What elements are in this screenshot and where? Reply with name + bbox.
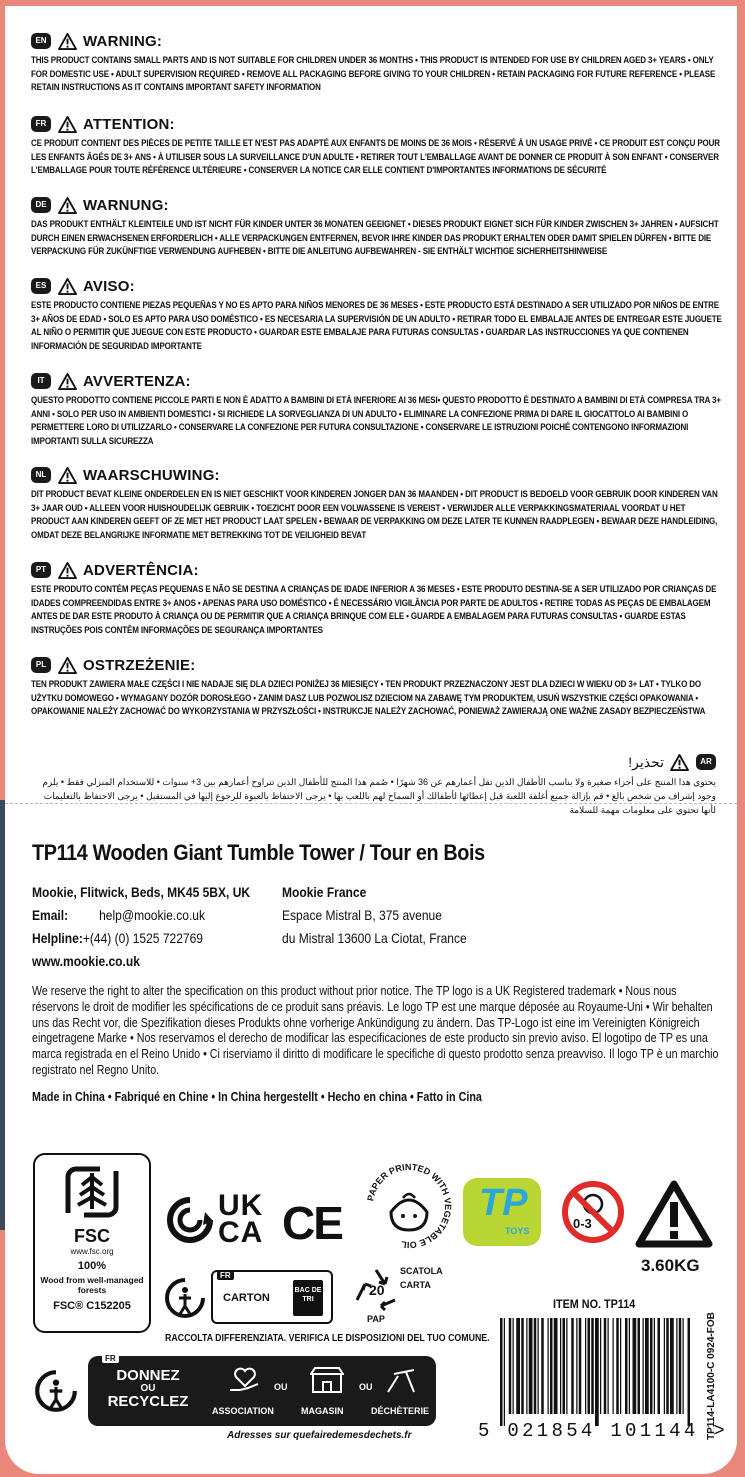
triman-fr: FR [217,1271,234,1280]
barcode-bar [679,1318,682,1414]
mobius-loop-icon [165,1195,215,1245]
fsc-desc: Wood from well-managed forests [40,1275,144,1295]
triman-icon [163,1276,207,1320]
lang-badge: FR [31,116,51,132]
waste-center-icon [384,1366,418,1394]
barcode-bar [500,1318,503,1426]
ou-1: OU [274,1382,288,1392]
tp-toys-logo [463,1178,541,1246]
barcode-bar [554,1318,558,1414]
age-warning-icon [561,1180,625,1244]
warning-triangle-icon [58,33,77,50]
barcode-bar [620,1318,621,1414]
warning-title: WAARSCHUWING: [83,466,220,484]
barcode-digits: 5 021854 101144 > [478,1420,728,1442]
warning-it [31,371,721,448]
tp-toys-text: TOYS [505,1226,530,1236]
ou-2: OU [359,1382,373,1392]
warning-text: DAS PRODUKT ENTHÄLT KLEINTEILE UND IST NICHT FÜR KINDER UNTER 36 MONATEN GEEIGNET • DIESES PRODUKT EIGNET SICH FÜR KINDER ZWISCHEN 3+ JAHREN • AUFSICHT DURCH EINEN ERWACHSENEN ERFORDERLICH • ALLE VERPACKUNGEN ENTFERNEN, BEVOR IHRE KINDER DAS PRODUKT ERHALTEN ODER DAMIT SPIELEN DÜRFEN • BITTE DIE VERPACKUNG FÜR ZUKÜNFTIGE VERWENDUNG AUFHEBEN • BITTE DIE ANLEITUNG AUFBEWAHREN - SIE ENTHÄLT WICHTIGE SICHERHEITSHINWEISE [31,219,719,257]
address-fr [282,881,467,950]
legal-notice: We reserve the right to alter the specification on this product without prior notice. The TP logo is a UK Registered trademark • Nous nous réservons le droit de modifier les spécifications de ce produit sans préavis. Le logo TP est une marque déposée au Royaume-Uni • Wir behalten uns das Recht vor, die Spezifikation dieses Produkts ohne vorherige Ankündigung zu ändern. Das TP-Logo ist eine im Vereinigten Königreich eingetragene Marke • Nos reservamos el derecho de modificar las especificaciones de este producto sin previo aviso. El logotipo de TP es una marca registrada en el Reino Unido • Ci riserviamo il diritto di modificare le specifiche di questo prodotto senza preavviso. Il logo TP è un marchio registrato nel Regno Unito. [32,984,719,1077]
barcode-bar [591,1318,594,1414]
lang-badge: ES [31,278,51,294]
barcode-bar [585,1318,586,1414]
barcode-bar [595,1318,599,1426]
barcode-bar [643,1318,644,1414]
barcode-bar [579,1318,582,1414]
barcode-bar [576,1318,577,1414]
lang-badge: PL [31,657,51,673]
top-band [5,0,737,6]
weight-label: 3.60KG [641,1256,700,1275]
barcode-bar [516,1318,520,1414]
warning-title: AVVERTENZA: [83,372,191,390]
donnez-l2: OU [140,1383,156,1394]
carton-label: CARTON [223,1292,270,1304]
made-in: Made in China • Fabriqué en Chine • In China hergestellt • Hecho en china • Fatto in Cina [32,1090,482,1104]
warning-text: ESTE PRODUCTO CONTIENE PIEZAS PEQUEÑAS Y NO ES APTO PARA NIÑOS MENORES DE 36 MESES • ESTE PRODUCTO ESTÁ DESTINADO A SER UTILIZADO POR NIÑOS DE ENTRE 3+ AÑOS DE EDAD • SOLO ES APTO PARA USO DOMÉSTICO • ES NECESARIA LA SUPERVISIÓN DE UN ADULTO • RETIRAR TODO EL EMBALAJE ANTES DE ENTREGAR ESTE JUGUETE AL NIÑO O PERMITIR QUE JUEGUE CON ESTE PRODUCTO • GUARDAR ESTE EMBALAJE PARA FUTURAS CONSULTAS • GUARDAR LAS INSTRUCCIONES YA QUE CONTIENEN INFORMACIÓN DE SEGURIDAD IMPORTANTE [31,300,722,351]
barcode-bar [625,1318,628,1414]
carta-label: CARTA [400,1280,431,1290]
ukca-bottom: CA [218,1216,264,1249]
barcode [500,1318,692,1426]
warning-pt [31,560,721,637]
helpline-number: +(44) (0) 1525 722769 [82,930,204,946]
warning-title: تحذير! [628,753,664,770]
barcode-bar [608,1318,609,1414]
donnez-recyclez-box [88,1356,436,1426]
vegetable-oil-text: PAPER PRINTED WITH VEGETABLE OIL [365,1161,454,1251]
address-fr-line2: Espace Mistral B, 375 avenue [282,907,442,923]
warning-triangle-icon [58,562,77,579]
warning-text: QUESTO PRODOTTO CONTIENE PICCOLE PARTI E NON È ADATTO A BAMBINI DI ETÀ INFERIORE AI 36 MESI• QUESTO PRODOTTO È DESTINATO A BAMBINI DI ETÀ COMPRESA TRA 3+ ANNI • SOLO PER USO IN AMBIENTI DOMESTICI • SI RICHIEDE LA SORVEGLIANZA DI UN ADULTO • ELIMINARE LA CONFEZIONE PRIMA DI DARE IL GIOCATTOLO AI BAMBINI O PERMETTERE LORO DI UTILIZZARLO • CONSERVARE LA CONFEZIONE PER FUTURA CONSULTAZIONE • CONSERVARE LE ISTRUZIONI POICHÉ CONTENGONO INFORMAZIONI IMPORTANTI SULLA SICUREZZA [31,395,721,446]
tp-logo-text: TP [479,1182,528,1224]
barcode-bar [563,1318,566,1414]
warning-es [31,276,721,353]
shop-icon [310,1366,344,1394]
helpline-label: Helpline: [32,930,83,946]
age-label: 0-3 [573,1216,592,1231]
lang-badge: EN [31,33,51,49]
lang-badge: DE [31,197,51,213]
warning-title: WARNING: [83,32,163,50]
svg-text:PAPER PRINTED WITH VEGETABLE O [365,1162,453,1250]
address-uk [32,881,250,973]
warning-triangle-icon [58,373,77,390]
fsc-name: FSC [74,1226,110,1246]
barcode-bar [538,1318,539,1414]
barcode-bar [616,1318,619,1414]
barcode-bar [550,1318,553,1414]
item-number: ITEM NO. TP114 [553,1297,636,1311]
vegetable-oil-icon [363,1160,455,1252]
warning-triangle-icon [58,657,77,674]
barcode-bar [534,1318,537,1414]
barcode-bar [688,1318,691,1426]
barcode-bar [676,1318,677,1414]
barcode-bar [548,1318,549,1414]
warning-text: DIT PRODUCT BEVAT KLEINE ONDERDELEN EN IS NIET GESCHIKT VOOR KINDEREN JONGER DAN 36 MAANDEN • DIT PRODUCT IS BEDOELD VOOR GEBRUIK DOOR KINDEREN VAN 3+ JAAR OUD • ALLEEN VOOR HUISHOUDELIJK GEBRUIK • TOEZICHT DOOR EEN VOLWASSENE IS VEREIST • VERWIJDER ALLE VERPAKKINGSMATERIAAL VOORDAT U HET PRODUCT AAN KINDEREN GEEFT OF ZE MET HET PRODUCT LAAT SPELEN • BEWAAR DE VERPAKKING OM DEZE LATER TE KUNNEN RAADPLEGEN • BEWAAR DEZE HANDLEIDING, OMDAT DEZE BELANGRIJKE INFORMATIE MET BETREKKING TOT DE VEILIGHEID BEVAT [31,489,718,540]
triman-box [211,1270,333,1324]
barcode-bar [638,1318,641,1414]
lang-badge: PT [31,562,51,578]
barcode-bar [541,1318,544,1414]
ukca-mark [218,1189,264,1249]
barcode-bar [666,1318,669,1414]
warning-title: WARNUNG: [83,196,169,214]
magasin-label: MAGASIN [301,1406,344,1416]
barcode-bar [509,1318,512,1414]
warning-triangle-icon [58,278,77,295]
barcode-bar [658,1318,661,1414]
warning-triangle-icon [58,467,77,484]
lang-badge: NL [31,467,51,483]
barcode-bar [650,1318,653,1414]
barcode-bar [529,1318,533,1414]
barcode-bar [604,1318,607,1414]
scatola-label: SCATOLA [400,1266,443,1276]
label-card [5,0,737,1474]
fsc-badge [33,1153,151,1333]
heart-hand-icon [228,1366,262,1394]
barcode-bar [645,1318,649,1414]
barcode-bar [613,1318,614,1414]
decheterie-label: DÉCHÈTERIE [371,1406,430,1416]
warning-fr [31,114,721,178]
warning-title: AVISO: [83,277,135,295]
warning-text: TEN PRODUKT ZAWIERA MAŁE CZĘŚCI I NIE NADAJE SIĘ DLA DZIECI PONIŻEJ 36 MIESIĘCY • TEN PRODUKT PRZEZNACZONY JEST DLA DZIECI W WIEKU OD 3+ LAT • TYLKO DO UŻYTKU DOMOWEGO • WYMAGANY DOZÓR DOROSŁEGO • ZANIM DASZ LUB POZWOLISZ DZIECIOM NA ZABAWĘ TYM PRODUKTEM, USUŃ WSZYSTKIE CZĘŚCI OPAKOWANIA • OPAKOWANIE NALEŻY ZACHOWAĆ DO WYKORZYSTANIA W PRZYSZŁOŚCI • INSTRUKCJE NALEŻY ZACHOWAĆ, PONIEWAŻ ZAWIERAJĄ ONE WAŻNE ZASADY BEZPIECZEŃSTWA [31,679,706,717]
warning-en [31,31,721,95]
product-title: TP114 Wooden Giant Tumble Tower / Tour en Bois [32,840,485,865]
donnez-address: Adresses sur quefairedemesdechets.fr [227,1430,412,1441]
barcode-bar [526,1318,527,1414]
section-divider [5,803,737,804]
warning-triangle-icon [670,754,689,771]
website-link[interactable]: www.mookie.co.uk [32,953,140,969]
email-label: Email: [32,907,69,923]
barcode-bar [566,1318,567,1414]
lang-badge: AR [696,754,716,770]
barcode-bar [588,1318,591,1414]
barcode-bar [683,1318,684,1414]
bac-de-tri: BAC DE TRI [293,1280,323,1316]
barcode-bar [521,1318,524,1414]
triman-icon-large [33,1368,79,1414]
warning-text: ESTE PRODUTO CONTÉM PEÇAS PEQUENAS E NÃO SE DESTINA A CRIANÇAS DE IDADE INFERIOR A 36 MESES • ESTE PRODUTO DESTINA-SE A SER UTILIZADO POR CRIANÇAS DE IDADES COMPREENDIDAS ENTRE 3+ ANOS • APENAS PARA USO DOMÉSTICO • É NECESSÁRIO VIGILÂNCIA POR PARTE DE ADULTOS • RETIRE TODAS AS PEÇAS DE EMBALAGEM ANTES DE DAR ESTE PRODUTO À CRIANÇA OU DE PERMITIR QUE A CRIANÇA BRINQUE COM ELE • GUARDE A EMBALAGEM PARA FUTURAS CONSULTAS • GUARDE ESTAS INSTRUÇÕES POIS CONTÊM INFORMAÇÕES DE SEGURANÇA IMPORTANTES [31,584,717,635]
ukca-top: UK [218,1189,264,1222]
fsc-tree-icon [60,1163,124,1221]
warning-title: ADVERTÊNCIA: [83,561,199,579]
ce-mark: CE [282,1197,342,1249]
warning-text: يحتوي هذا المنتج على أجزاء صغيرة ولا يناسب الأطفال الذين تقل أعمارهم عن 36 شهرًا • صُمم هذا المنتج للأطفال الذين تتراوح أعمارهم بين 3+ سنوات • للاستخدام المنزلي فقط • يلزم وجود إشراف من شخص بالغ • قم بإزالة جميع أغلفة اللعبة قبل إعطائها لأطفالك أو السماح لهم باللعب بها • يرجى الاحتفاظ بالعبوة للرجوع إليها في المستقبل • يرجى الاحتفاظ بالتعليمات لأنها تحتوي على معلومات مهمة للسلامة [42,777,716,815]
donnez-l1: DONNEZ [116,1367,180,1384]
address-uk-line1: Mookie, Flitwick, Beds, MK45 5BX, UK [32,884,251,900]
barcode-bar [560,1318,561,1414]
barcode-bar [571,1318,574,1414]
warning-text: CE PRODUIT CONTIENT DES PIÈCES DE PETITE TAILLE ET N'EST PAS ADAPTÉ AUX ENFANTS DE MOINS DE 36 MOIS • RÉSERVÉ À UN USAGE PRIVÉ • CE PRODUIT EST CONÇU POUR LES ENFANTS ÂGÉS DE 3+ ANS • À UTILISER SOUS LA SURVEILLANCE D'UN ADULTE • RETIRER TOUT L'EMBALLAGE AVANT DE DONNER CE PRODUIT À SON ENFANT • CONSERVER L'EMBALLAGE POUR TOUTE RÉFÉRENCE ULTÉRIEURE • CONSERVER LA NOTICE CAR ELLE CONTIENT D'IMPORTANTES INFORMATIONS DE SÉCURITÉ [31,138,720,176]
warning-triangle-icon [58,116,77,133]
address-fr-line1: Mookie France [282,884,367,900]
pap-number: 20 [369,1282,385,1298]
association-label: ASSOCIATION [212,1406,274,1416]
warning-nl [31,465,721,542]
barcode-bar [654,1318,655,1414]
barcode-bar [633,1318,637,1414]
donnez-fr: FR [102,1354,119,1363]
warning-triangle-icon [58,197,77,214]
no-entry-circle-icon [561,1180,625,1244]
donnez-l3: RECYCLEZ [107,1393,189,1410]
weight-warning-triangle-icon [635,1180,713,1248]
warning-ar [31,752,716,817]
vertical-code: TP114-LA4100-C 0924-FOB [706,1312,717,1440]
warning-pl [31,655,721,719]
address-fr-line3: du Mistral 13600 La Ciotat, France [282,930,467,946]
barcode-bar [664,1318,665,1414]
barcode-bar [670,1318,674,1414]
email-link[interactable]: help@mookie.co.uk [99,907,206,923]
barcode-bar [629,1318,630,1414]
raccolta-note: RACCOLTA DIFFERENZIATA. VERIFICA LE DISPOSIZIONI DEL TUO COMUNE. [165,1333,490,1344]
warning-title: ATTENTION: [83,115,175,133]
barcode-bar [600,1318,601,1414]
barcode-bar [513,1318,514,1414]
fsc-site: www.fsc.org [70,1247,114,1256]
warning-text: THIS PRODUCT CONTAINS SMALL PARTS AND IS NOT SUITABLE FOR CHILDREN UNDER 36 MONTHS • THIS PRODUCT IS INTENDED FOR USE BY CHILDREN AGED 3+ YEARS • ONLY FOR DOMESTIC USE • ADULT SUPERVISION REQUIRED • REMOVE ALL PACKAGING BEFORE GIVING TO YOUR CHILDREN • RETAIN PACKAGING FOR FUTURE REFERENCE • PLEASE RETAIN INSTRUCTIONS AS IT CONTAINS IMPORTANT SAFETY INFORMATION [31,55,716,93]
warning-de [31,195,721,259]
warning-title: OSTRZEŻENIE: [83,656,196,674]
barcode-bar [504,1318,505,1426]
fsc-percent: 100% [77,1260,107,1272]
fsc-code: FSC® C152205 [53,1300,131,1312]
lang-badge: IT [31,373,51,389]
pap-label: PAP [367,1314,385,1324]
